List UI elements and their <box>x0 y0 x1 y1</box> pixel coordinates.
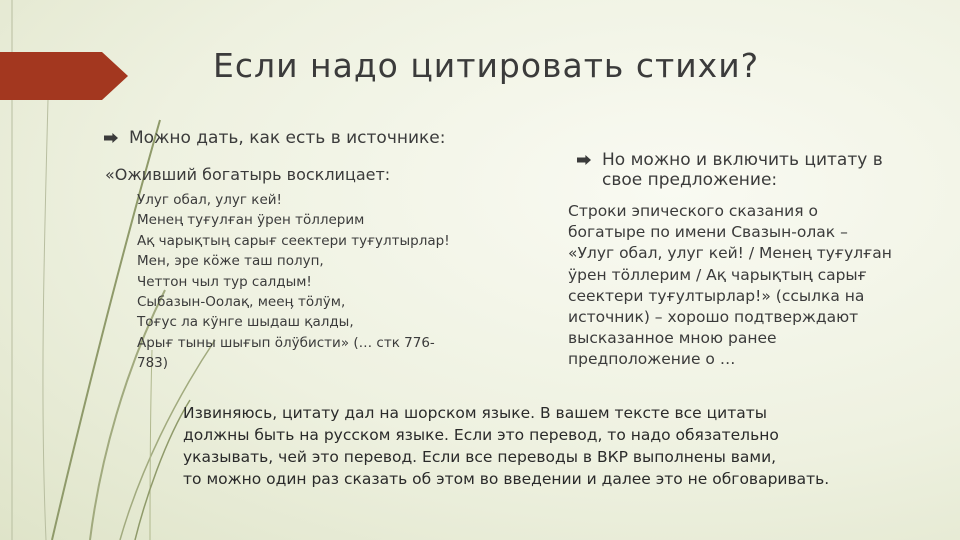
note-line: то можно один раз сказать об этом во введении и далее это не обговаривать. <box>183 470 830 488</box>
arrow-right-icon <box>577 155 591 165</box>
title-accent-bar <box>0 52 128 100</box>
poem-line: Мен, эре кӧже таш полуп, <box>137 253 324 270</box>
poem-line: 783) <box>137 355 169 372</box>
poem-line: Тоғус ла кӱнге шыдаш қалды, <box>137 314 354 331</box>
arrow-right-icon <box>104 133 118 143</box>
poem-line: Сыбазын-Оолақ, мееӊ тӧлӱм, <box>137 294 346 311</box>
left-bullet-text: Можно дать, как есть в источнике: <box>129 128 446 148</box>
note-line: Извиняюсь, цитату дал на шорском языке. В вашем тексте все цитаты <box>183 404 768 422</box>
note-line: указывать, чей это перевод. Если все переводы в ВКР выполнены вами, <box>183 448 777 466</box>
slide-title: Если надо цитировать стихи? <box>213 46 760 85</box>
reviewer-note <box>183 402 913 490</box>
poem-line: Улуг обал, улуг кей! <box>137 192 282 208</box>
quote-intro: «Оживший богатырь восклицает: <box>105 165 391 184</box>
inline-quote-example: Строки эпического сказания о богатыре по имени Свазын-олак – «Улуг обал, улуг кей! / Менең туғулған ӱрен тӧллерим / Ақ чарықтың сарығ сеектери туғултырлар!» (ссылка на источник) – хорошо подтверждают высказанное мною ранее предположение о … <box>568 202 892 369</box>
poem-line: Ақ чарықтың сарығ сеектери туғултырлар! <box>137 232 450 249</box>
poem-line: Менең туғулған ӱрен тӧллерим <box>137 212 365 229</box>
right-bullet-text: Но можно и включить цитату в свое предложение: <box>602 150 883 190</box>
poem-line: Четтон чыл тур салдым! <box>137 273 312 290</box>
poem-quote <box>137 190 467 374</box>
left-bullet <box>104 128 445 148</box>
poem-line: Арығ тыны шығып ӧлӱбисти» (… стк 776- <box>137 334 435 351</box>
right-bullet <box>577 150 897 190</box>
note-line: должны быть на русском языке. Если это перевод, то надо обязательно <box>183 426 779 444</box>
